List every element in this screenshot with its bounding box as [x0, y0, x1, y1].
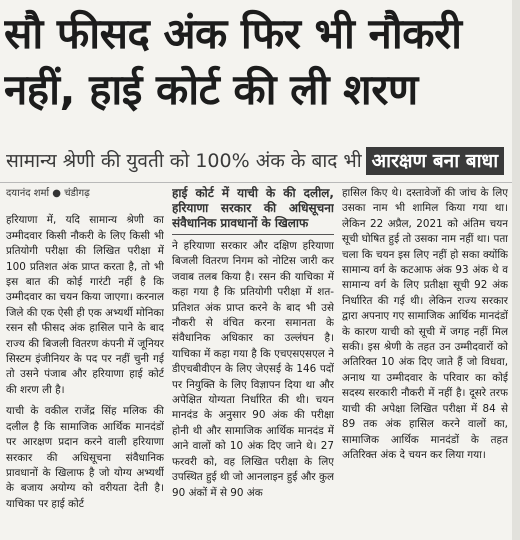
headline	[4, 6, 504, 118]
article-column-2	[172, 186, 334, 536]
subheadline-text: सामान्य श्रेणी की युवती को 100% अंक के बाद भी	[6, 150, 362, 172]
subheadline	[6, 146, 516, 176]
headline-line-1: सौ फीसद अंक फिर भी नौकरी	[4, 9, 462, 58]
page-edge	[512, 0, 520, 540]
article-column-3	[342, 186, 508, 536]
column-sidehead: हाई कोर्ट में याची के की दलील, हरियाणा सरकार की अधिसूचना संवैधानिक प्रावधानों के खिलाफ	[172, 186, 334, 235]
column-1-paragraph-1: हरियाणा में, यदि सामान्य श्रेणी का उम्मीदवार किसी नौकरी के लिए किसी भी प्रतियोगी परीक्षा की लिखित परीक्षा में 100 प्रतिशत अंक प्राप्त करता है, तो भी इस बात की कोई गारंटी नहीं है कि उम्मीदवार का चयन किया जाएगा। करनाल जिले की एक ऐसी ही एक अभ्यर्थी मोनिका रसन सौ फीसद अंक हासिल पाने के बाद राज्य की बिजली वितरण कंपनी में जूनियर सिस्टम इंजीनियर के पद पर नहीं चुनी गई तो उसने पंजाब और हरियाणा हाई कोर्ट की शरण ली है।	[6, 214, 164, 396]
column-1-paragraph-2: याची के वकील राजेंद्र सिंह मलिक की दलील है कि सामाजिक आर्थिक मानदंडों पर आरक्षण प्रदान करने वाली हरियाणा सरकार की अधिसूचना संवैधानिक प्रावधानों के खिलाफ है जो योग्य अभ्यर्थी के बजाय अयोग्य को वरीयता देती है। याचिका पर हाई कोर्ट	[6, 405, 164, 510]
column-2-paragraph-1: ने हरियाणा सरकार और दक्षिण हरियाणा बिजली वितरण निगम को नोटिस जारी कर जवाब तलब किया है। रसन की याचिका में कहा गया है कि प्रतियोगी परीक्षा में शत-प्रतिशत अंक प्राप्त करने के बाद भी उसे नौकरी से वंचित करना समानता के संवैधानिक अधिकार का उल्लंघन है। याचिका में कहा गया है कि एचएसएसएल ने डीएचबीवीएन के लिए जेएसई के 146 पदों पर नियुक्ति के लिए विज्ञापन दिया था और अपेक्षित योग्यता निर्धारित की थी। चयन मानदंड के अनुसार 90 अंक की परीक्षा होनी थी और सामाजिक आर्थिक मानदंड में आने वालों को 10 अंक दिए जाने थे। 27 फरवरी को, वह लिखित परीक्षा के लिए उपस्थित हुई थी जो आनलाइन हुई और कुल 90 अंकों में से 90 अंक	[172, 240, 334, 499]
divider	[0, 182, 520, 183]
headline-line-2: नहीं, हाई कोर्ट की ली शरण	[4, 65, 418, 114]
article-column-1	[6, 186, 164, 536]
subheadline-badge: आरक्षण बना बाधा	[366, 147, 504, 175]
column-3-paragraph-1: हासिल किए थे। दस्तावेजों की जांच के लिए उसका नाम भी शामिल किया गया था। लेकिन 22 अप्रैल, 2021 को अंतिम चयन सूची घोषित हुई तो उसका नाम नहीं था। पता चला कि चयन इस लिए नहीं हो सका क्योंकि सामान्य वर्ग के कटआफ अंक 93 अंक थे व सामान्य वर्ग के लिए प्रतीक्षा सूची 92 अंक निर्धारित की गई थी। लेकिन राज्य सरकार द्वारा अपनाए गए सामाजिक आर्थिक मानदंडों के कारण याची को सूची में जगह नहीं मिल सकी। इस श्रेणी के तहत उन उम्मीदवारों को अतिरिक्त 10 अंक दिए जाते हैं जो विधवा, अनाथ या उम्मीदवार के परिवार का कोई सदस्य सरकारी नौकरी में नहीं है। दूसरे तरफ याची की अपेक्षा लिखित परीक्षा में 84 से 89 तक अंक हासिल करने वालों का, सामाजिक आर्थिक मानदंडों के तहत अतिरिक्त अंक दे चयन कर लिया गया।	[342, 187, 508, 461]
byline: दयानंद शर्मा ● चंडीगढ़	[6, 188, 90, 199]
